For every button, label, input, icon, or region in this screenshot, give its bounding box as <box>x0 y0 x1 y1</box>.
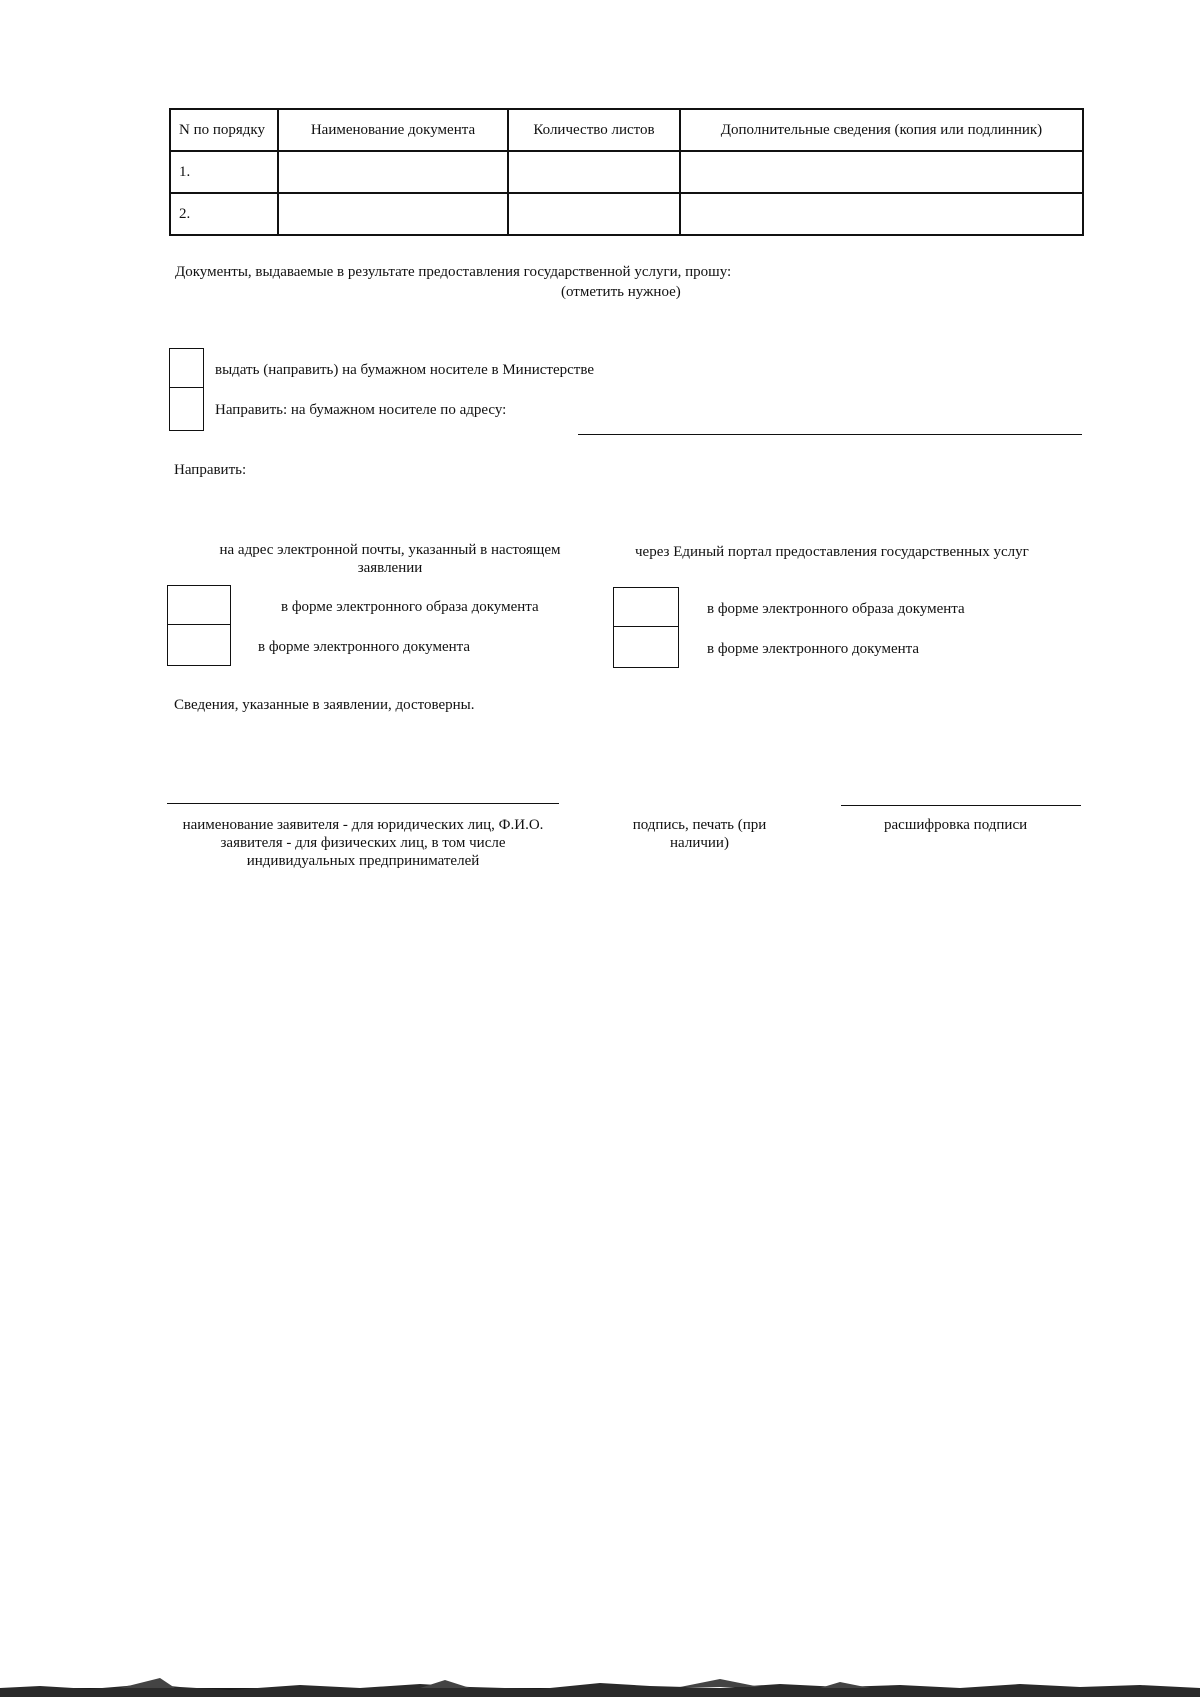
checkbox-portal-image[interactable] <box>613 587 679 628</box>
portal-document-label: в форме электронного документа <box>707 641 920 657</box>
option-ministry-label: выдать (направить) на бумажном носителе в Министерстве <box>215 362 594 378</box>
table-row <box>170 193 1083 235</box>
table-header-row <box>170 109 1083 151</box>
send-label: Направить: <box>174 462 247 478</box>
checkbox-portal-document[interactable] <box>613 626 679 668</box>
checkbox-email-document[interactable] <box>167 624 231 666</box>
documents-table <box>169 108 1084 236</box>
table-cell: 1. <box>170 151 278 193</box>
scan-edge-noise <box>0 1672 1200 1697</box>
table-cell[interactable] <box>508 193 680 235</box>
applicant-caption: наименование заявителя - для юридических лиц, Ф.И.О. заявителя - для физических лиц, в том числе индивидуальных предпринимателей <box>182 817 544 869</box>
table-row <box>170 151 1083 193</box>
table-cell[interactable] <box>278 193 508 235</box>
checkbox-email-image[interactable] <box>167 585 231 626</box>
signature-decode-line[interactable] <box>841 805 1081 806</box>
applicant-name-line[interactable] <box>167 803 559 804</box>
table-cell[interactable] <box>508 151 680 193</box>
email-document-label: в форме электронного документа <box>258 639 471 655</box>
checkbox-ministry[interactable] <box>169 348 204 388</box>
address-input-line[interactable] <box>578 434 1082 435</box>
option-address-label: Направить: на бумажном носителе по адресу: <box>215 402 507 418</box>
email-image-label: в форме электронного образа документа <box>281 599 539 615</box>
column-header: Количество листов <box>508 109 680 151</box>
delivery-note: (отметить нужное) <box>561 284 681 300</box>
table-cell[interactable] <box>278 151 508 193</box>
table-cell[interactable] <box>680 193 1083 235</box>
portal-heading: через Единый портал предоставления государственных услуг <box>635 544 1029 560</box>
email-heading: на адрес электронной почты, указанный в настоящем заявлении <box>219 542 561 576</box>
delivery-intro: Документы, выдаваемые в результате предоставления государственной услуги, прошу: <box>175 264 732 280</box>
table-cell: 2. <box>170 193 278 235</box>
decode-caption: расшифровка подписи <box>884 817 1028 833</box>
sign-caption: подпись, печать (при наличии) <box>632 817 767 851</box>
portal-image-label: в форме электронного образа документа <box>707 601 965 617</box>
declaration-text: Сведения, указанные в заявлении, достоверны. <box>174 697 475 713</box>
column-header: Наименование документа <box>278 109 508 151</box>
column-header: N по порядку <box>170 109 278 151</box>
table-cell[interactable] <box>680 151 1083 193</box>
column-header: Дополнительные сведения (копия или подлинник) <box>680 109 1083 151</box>
checkbox-address[interactable] <box>169 387 204 431</box>
